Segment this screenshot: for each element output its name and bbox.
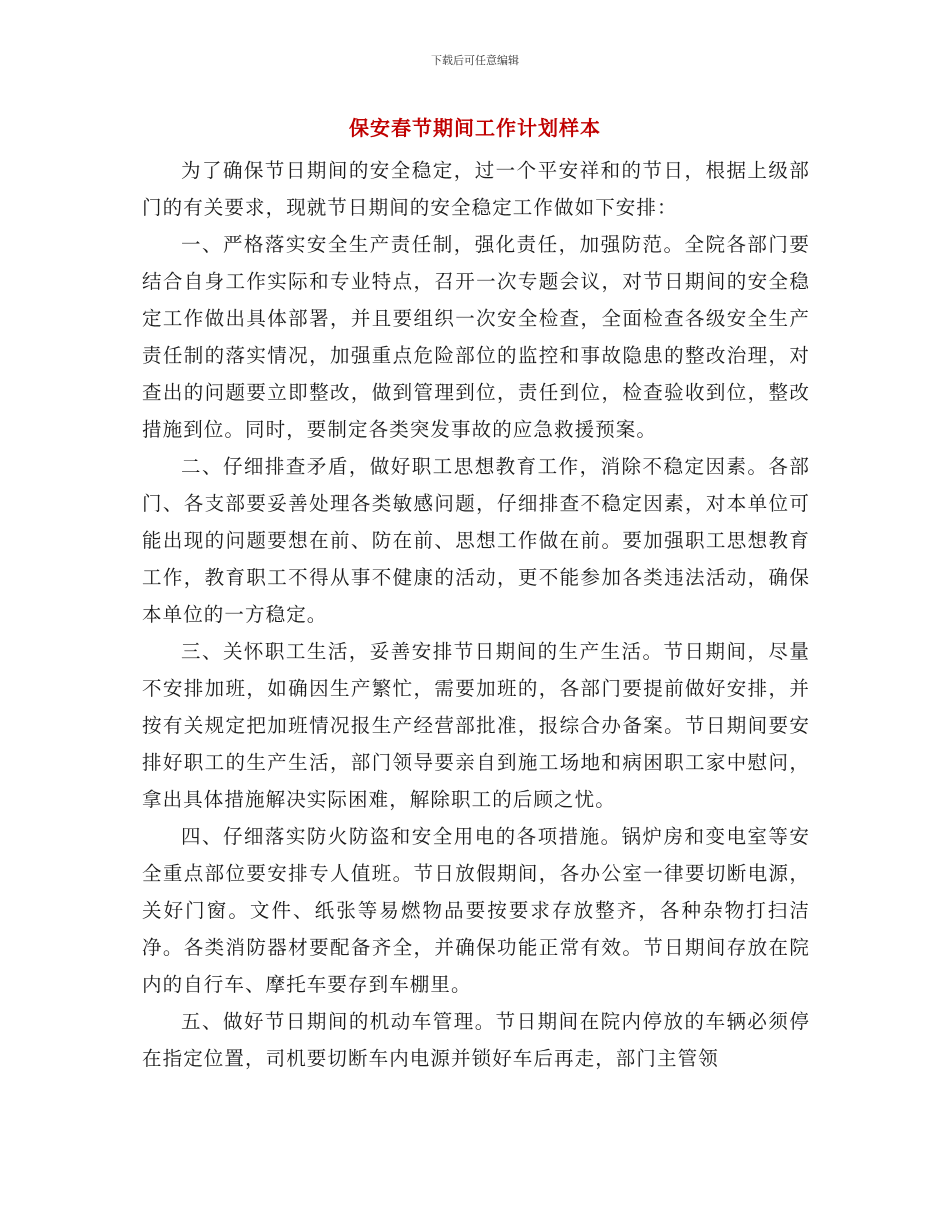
paragraph-section-3: 三、关怀职工生活，妥善安排节日期间的生产生活。节日期间，尽量不安排加班，如确因生产繁忙，需要加班的，各部门要提前做好安排，并按有关规定把加班情况报生产经营部批准，报综合办备案。节日期间要安排好职工的生产生活，部门领导要亲自到施工场地和病困职工家中慰问，拿出具体措施解决实际困难，解除职工的后顾之忧。 [142,640,810,811]
header-note: 下载后可任意编辑 [431,54,519,67]
paragraph-section-5: 五、做好节日期间的机动车管理。节日期间在院内停放的车辆必须停在指定位置，司机要切断车内电源并锁好车后再走，部门主管领 [142,1010,810,1070]
paragraph-section-4: 四、仔细落实防火防盗和安全用电的各项措施。锅炉房和变电室等安全重点部位要安排专人值班。节日放假期间，各办公室一律要切断电源，关好门窗。文件、纸张等易燃物品要按要求存放整齐，各种杂物打扫洁净。各类消防器材要配备齐全，并确保功能正常有效。节日期间存放在院内的自行车、摩托车要存到车棚里。 [142,825,810,996]
paragraph-section-1: 一、严格落实安全生产责任制，强化责任，加强防范。全院各部门要结合自身工作实际和专业特点，召开一次专题会议，对节日期间的安全稳定工作做出具体部署，并且要组织一次安全检查，全面检查各级安全生产责任制的落实情况，加强重点危险部位的监控和事故隐患的整改治理，对查出的问题要立即整改，做到管理到位，责任到位，检查验收到位，整改措施到位。同时，要制定各类突发事故的应急救援预案。 [142,233,810,441]
document-title: 保安春节期间工作计划样本 [349,116,601,140]
paragraph-intro: 为了确保节日期间的安全稳定，过一个平安祥和的节日，根据上级部门的有关要求，现就节日期间的安全稳定工作做如下安排： [142,159,810,219]
document-body [142,152,810,1077]
paragraph-section-2: 二、仔细排查矛盾，做好职工思想教育工作，消除不稳定因素。各部门、各支部要妥善处理各类敏感问题，仔细排查不稳定因素，对本单位可能出现的问题要想在前、防在前、思想工作做在前。要加强职工思想教育工作，教育职工不得从事不健康的活动，更不能参加各类违法活动，确保本单位的一方稳定。 [142,455,810,626]
